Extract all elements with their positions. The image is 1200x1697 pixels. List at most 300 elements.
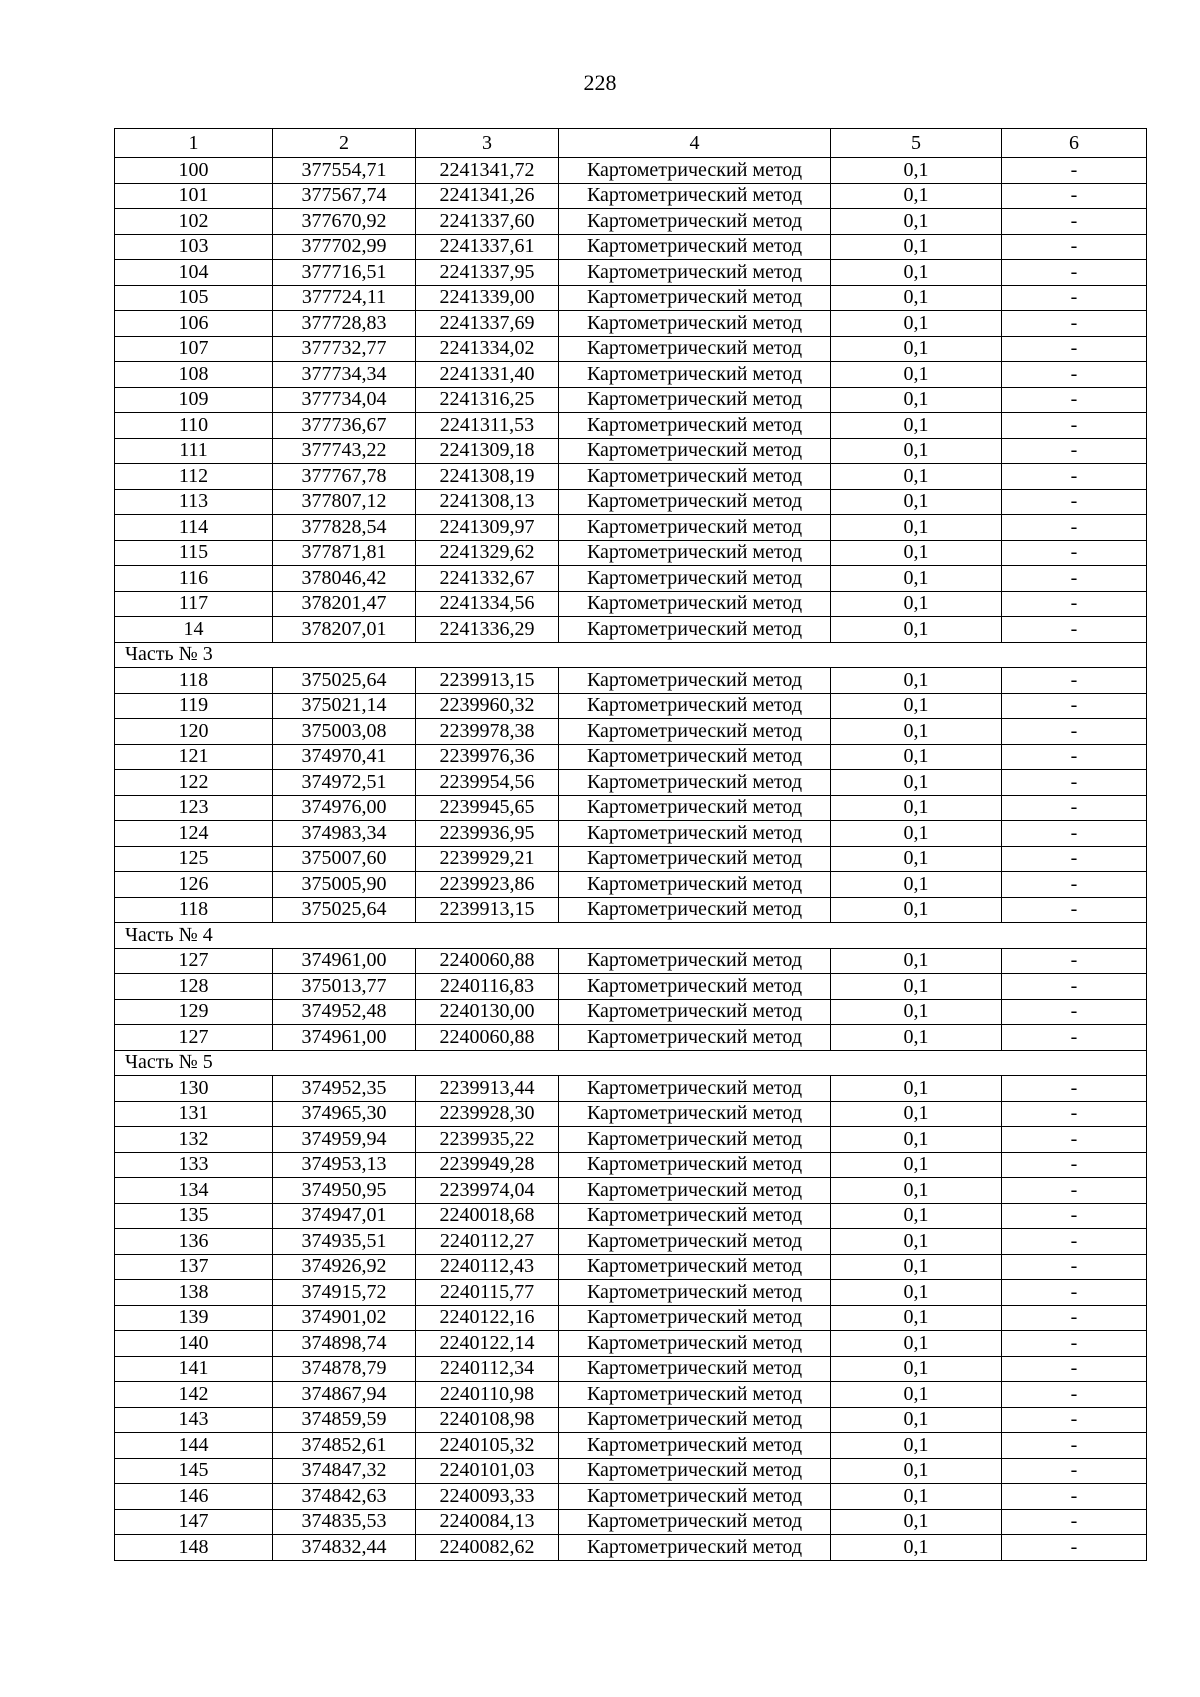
cell-method: Картометрический метод [559,1178,831,1204]
cell-method: Картометрический метод [559,948,831,974]
cell-note: - [1002,1229,1147,1255]
table-row [115,1254,1147,1280]
cell-coordinate-x: 374972,51 [273,770,416,796]
cell-coordinate-y: 2239960,32 [416,693,559,719]
cell-note: - [1002,1203,1147,1229]
cell-point-number: 123 [115,795,273,821]
cell-coordinate-x: 377724,11 [273,285,416,311]
table-row [115,1382,1147,1408]
cell-accuracy: 0,1 [831,387,1002,413]
cell-coordinate-y: 2240112,43 [416,1254,559,1280]
cell-coordinate-y: 2240060,88 [416,1025,559,1051]
cell-coordinate-x: 377743,22 [273,438,416,464]
cell-point-number: 107 [115,336,273,362]
cell-note: - [1002,872,1147,898]
table-row [115,260,1147,286]
table-row [115,846,1147,872]
cell-point-number: 132 [115,1127,273,1153]
table-row [115,948,1147,974]
column-header-3: 3 [416,129,559,158]
cell-point-number: 141 [115,1356,273,1382]
cell-point-number: 134 [115,1178,273,1204]
cell-method: Картометрический метод [559,362,831,388]
cell-accuracy: 0,1 [831,413,1002,439]
cell-coordinate-x: 374867,94 [273,1382,416,1408]
cell-accuracy: 0,1 [831,234,1002,260]
cell-coordinate-x: 374953,13 [273,1152,416,1178]
cell-note: - [1002,999,1147,1025]
cell-coordinate-y: 2239954,56 [416,770,559,796]
cell-coordinate-x: 374952,48 [273,999,416,1025]
cell-coordinate-y: 2241309,97 [416,515,559,541]
table-row [115,591,1147,617]
cell-coordinate-y: 2239974,04 [416,1178,559,1204]
cell-method: Картометрический метод [559,413,831,439]
table-row [115,719,1147,745]
cell-coordinate-y: 2241336,29 [416,617,559,643]
cell-accuracy: 0,1 [831,336,1002,362]
table-row [115,1305,1147,1331]
cell-method: Картометрический метод [559,1152,831,1178]
cell-coordinate-x: 375013,77 [273,974,416,1000]
cell-coordinate-x: 377828,54 [273,515,416,541]
cell-coordinate-x: 374878,79 [273,1356,416,1382]
cell-coordinate-y: 2239928,30 [416,1101,559,1127]
table-row [115,1509,1147,1535]
cell-coordinate-x: 377732,77 [273,336,416,362]
cell-accuracy: 0,1 [831,1331,1002,1357]
cell-point-number: 144 [115,1433,273,1459]
cell-note: - [1002,617,1147,643]
cell-accuracy: 0,1 [831,719,1002,745]
cell-method: Картометрический метод [559,540,831,566]
table-row [115,387,1147,413]
cell-accuracy: 0,1 [831,1254,1002,1280]
table-row [115,1178,1147,1204]
cell-coordinate-y: 2239936,95 [416,821,559,847]
cell-coordinate-x: 374961,00 [273,1025,416,1051]
cell-accuracy: 0,1 [831,1280,1002,1306]
cell-note: - [1002,158,1147,184]
cell-method: Картометрический метод [559,591,831,617]
table-row [115,1535,1147,1561]
cell-coordinate-y: 2240112,27 [416,1229,559,1255]
cell-accuracy: 0,1 [831,617,1002,643]
cell-accuracy: 0,1 [831,1509,1002,1535]
cell-method: Картометрический метод [559,999,831,1025]
cell-method: Картометрический метод [559,1407,831,1433]
cell-note: - [1002,821,1147,847]
cell-point-number: 125 [115,846,273,872]
page-number: 228 [583,70,617,95]
cell-coordinate-y: 2240018,68 [416,1203,559,1229]
cell-note: - [1002,285,1147,311]
table-row [115,540,1147,566]
section-title: Часть № 3 [115,642,1147,668]
cell-method: Картометрический метод [559,1382,831,1408]
cell-note: - [1002,1458,1147,1484]
cell-method: Картометрический метод [559,489,831,515]
cell-coordinate-y: 2240108,98 [416,1407,559,1433]
cell-point-number: 127 [115,1025,273,1051]
table-row [115,1484,1147,1510]
cell-note: - [1002,1356,1147,1382]
cell-accuracy: 0,1 [831,948,1002,974]
cell-coordinate-x: 375003,08 [273,719,416,745]
cell-note: - [1002,1254,1147,1280]
cell-coordinate-y: 2241309,18 [416,438,559,464]
cell-note: - [1002,591,1147,617]
cell-accuracy: 0,1 [831,1178,1002,1204]
cell-note: - [1002,336,1147,362]
table-row [115,795,1147,821]
cell-coordinate-x: 374852,61 [273,1433,416,1459]
cell-accuracy: 0,1 [831,209,1002,235]
table-row [115,566,1147,592]
table-row [115,234,1147,260]
cell-point-number: 126 [115,872,273,898]
cell-point-number: 121 [115,744,273,770]
cell-point-number: 100 [115,158,273,184]
cell-note: - [1002,1101,1147,1127]
cell-point-number: 148 [115,1535,273,1561]
cell-coordinate-y: 2240084,13 [416,1509,559,1535]
cell-point-number: 113 [115,489,273,515]
cell-note: - [1002,489,1147,515]
cell-accuracy: 0,1 [831,1535,1002,1561]
cell-note: - [1002,311,1147,337]
cell-coordinate-x: 374959,94 [273,1127,416,1153]
table-row [115,1229,1147,1255]
cell-method: Картометрический метод [559,1509,831,1535]
cell-point-number: 137 [115,1254,273,1280]
cell-accuracy: 0,1 [831,1229,1002,1255]
cell-accuracy: 0,1 [831,489,1002,515]
cell-coordinate-y: 2241337,69 [416,311,559,337]
cell-coordinate-x: 374901,02 [273,1305,416,1331]
cell-method: Картометрический метод [559,1101,831,1127]
cell-coordinate-y: 2239913,44 [416,1076,559,1102]
cell-note: - [1002,668,1147,694]
cell-method: Картометрический метод [559,464,831,490]
cell-method: Картометрический метод [559,1331,831,1357]
cell-point-number: 105 [115,285,273,311]
cell-note: - [1002,183,1147,209]
cell-note: - [1002,387,1147,413]
cell-method: Картометрический метод [559,1127,831,1153]
cell-point-number: 101 [115,183,273,209]
cell-note: - [1002,897,1147,923]
cell-note: - [1002,1305,1147,1331]
cell-coordinate-y: 2239945,65 [416,795,559,821]
table-row [115,413,1147,439]
cell-note: - [1002,744,1147,770]
cell-coordinate-y: 2240101,03 [416,1458,559,1484]
cell-method: Картометрический метод [559,1203,831,1229]
cell-method: Картометрический метод [559,770,831,796]
cell-note: - [1002,1382,1147,1408]
cell-method: Картометрический метод [559,158,831,184]
cell-coordinate-y: 2241337,95 [416,260,559,286]
cell-coordinate-x: 377734,04 [273,387,416,413]
cell-point-number: 139 [115,1305,273,1331]
cell-accuracy: 0,1 [831,158,1002,184]
table-row [115,336,1147,362]
column-header-4: 4 [559,129,831,158]
cell-coordinate-x: 375005,90 [273,872,416,898]
cell-method: Картометрический метод [559,897,831,923]
cell-coordinate-x: 377736,67 [273,413,416,439]
cell-note: - [1002,974,1147,1000]
cell-point-number: 112 [115,464,273,490]
cell-coordinate-y: 2241308,13 [416,489,559,515]
table-row [115,1152,1147,1178]
cell-accuracy: 0,1 [831,566,1002,592]
cell-note: - [1002,1509,1147,1535]
table-row [115,158,1147,184]
cell-note: - [1002,464,1147,490]
cell-coordinate-x: 377734,34 [273,362,416,388]
cell-method: Картометрический метод [559,1535,831,1561]
cell-accuracy: 0,1 [831,668,1002,694]
table-row [115,999,1147,1025]
cell-method: Картометрический метод [559,387,831,413]
cell-coordinate-y: 2239913,15 [416,897,559,923]
cell-coordinate-y: 2241341,26 [416,183,559,209]
cell-accuracy: 0,1 [831,1484,1002,1510]
table-row [115,744,1147,770]
table-row [115,693,1147,719]
cell-coordinate-y: 2241337,60 [416,209,559,235]
cell-coordinate-x: 375007,60 [273,846,416,872]
cell-coordinate-y: 2239978,38 [416,719,559,745]
cell-point-number: 142 [115,1382,273,1408]
cell-method: Картометрический метод [559,744,831,770]
cell-coordinate-y: 2240082,62 [416,1535,559,1561]
cell-coordinate-y: 2240093,33 [416,1484,559,1510]
cell-coordinate-x: 374961,00 [273,948,416,974]
cell-method: Картометрический метод [559,1484,831,1510]
cell-method: Картометрический метод [559,438,831,464]
cell-point-number: 145 [115,1458,273,1484]
cell-note: - [1002,770,1147,796]
cell-point-number: 127 [115,948,273,974]
cell-coordinate-y: 2241332,67 [416,566,559,592]
cell-accuracy: 0,1 [831,1305,1002,1331]
cell-note: - [1002,948,1147,974]
cell-method: Картометрический метод [559,617,831,643]
cell-coordinate-x: 377728,83 [273,311,416,337]
cell-note: - [1002,540,1147,566]
cell-method: Картометрический метод [559,974,831,1000]
cell-accuracy: 0,1 [831,591,1002,617]
cell-point-number: 110 [115,413,273,439]
cell-point-number: 135 [115,1203,273,1229]
cell-accuracy: 0,1 [831,540,1002,566]
cell-note: - [1002,413,1147,439]
table-row [115,1076,1147,1102]
cell-coordinate-x: 374926,92 [273,1254,416,1280]
table-row [115,1458,1147,1484]
table-row [115,1280,1147,1306]
cell-coordinate-x: 377702,99 [273,234,416,260]
cell-accuracy: 0,1 [831,1407,1002,1433]
cell-coordinate-y: 2241316,25 [416,387,559,413]
cell-note: - [1002,209,1147,235]
table-row [115,821,1147,847]
table-row [115,362,1147,388]
cell-note: - [1002,1280,1147,1306]
cell-method: Картометрический метод [559,311,831,337]
table-row [115,872,1147,898]
coordinates-table [114,128,1147,1561]
cell-coordinate-x: 374915,72 [273,1280,416,1306]
section-title: Часть № 5 [115,1050,1147,1076]
cell-accuracy: 0,1 [831,1458,1002,1484]
cell-method: Картометрический метод [559,183,831,209]
cell-accuracy: 0,1 [831,1433,1002,1459]
cell-accuracy: 0,1 [831,311,1002,337]
cell-point-number: 120 [115,719,273,745]
cell-point-number: 146 [115,1484,273,1510]
cell-coordinate-x: 374835,53 [273,1509,416,1535]
header-row [115,129,1147,158]
cell-point-number: 116 [115,566,273,592]
section-row [115,923,1147,949]
cell-method: Картометрический метод [559,846,831,872]
cell-method: Картометрический метод [559,1433,831,1459]
cell-coordinate-x: 377554,71 [273,158,416,184]
cell-note: - [1002,1331,1147,1357]
cell-point-number: 147 [115,1509,273,1535]
cell-point-number: 143 [115,1407,273,1433]
table-row [115,974,1147,1000]
cell-coordinate-y: 2240115,77 [416,1280,559,1306]
table-row [115,311,1147,337]
cell-point-number: 133 [115,1152,273,1178]
cell-point-number: 102 [115,209,273,235]
cell-coordinate-x: 375025,64 [273,897,416,923]
cell-coordinate-x: 374847,32 [273,1458,416,1484]
cell-point-number: 115 [115,540,273,566]
cell-coordinate-x: 377807,12 [273,489,416,515]
cell-point-number: 108 [115,362,273,388]
cell-method: Картометрический метод [559,515,831,541]
cell-accuracy: 0,1 [831,693,1002,719]
cell-coordinate-x: 377567,74 [273,183,416,209]
cell-note: - [1002,1178,1147,1204]
table-row [115,1203,1147,1229]
cell-method: Картометрический метод [559,260,831,286]
cell-coordinate-y: 2239913,15 [416,668,559,694]
cell-note: - [1002,795,1147,821]
cell-coordinate-y: 2239923,86 [416,872,559,898]
table-row [115,1331,1147,1357]
cell-coordinate-x: 375021,14 [273,693,416,719]
cell-coordinate-x: 374950,95 [273,1178,416,1204]
cell-point-number: 109 [115,387,273,413]
cell-method: Картометрический метод [559,795,831,821]
cell-accuracy: 0,1 [831,464,1002,490]
cell-coordinate-y: 2241334,02 [416,336,559,362]
cell-coordinate-y: 2241339,00 [416,285,559,311]
cell-coordinate-x: 374970,41 [273,744,416,770]
section-row [115,642,1147,668]
cell-point-number: 119 [115,693,273,719]
cell-coordinate-y: 2239929,21 [416,846,559,872]
cell-coordinate-x: 378046,42 [273,566,416,592]
cell-accuracy: 0,1 [831,183,1002,209]
cell-coordinate-y: 2240122,16 [416,1305,559,1331]
cell-point-number: 103 [115,234,273,260]
cell-accuracy: 0,1 [831,1356,1002,1382]
cell-note: - [1002,438,1147,464]
cell-accuracy: 0,1 [831,897,1002,923]
cell-coordinate-x: 377767,78 [273,464,416,490]
cell-coordinate-x: 375025,64 [273,668,416,694]
cell-point-number: 138 [115,1280,273,1306]
cell-accuracy: 0,1 [831,974,1002,1000]
table-row [115,1127,1147,1153]
cell-note: - [1002,1025,1147,1051]
table-row [115,489,1147,515]
cell-coordinate-x: 374842,63 [273,1484,416,1510]
cell-coordinate-y: 2240105,32 [416,1433,559,1459]
cell-method: Картометрический метод [559,668,831,694]
cell-point-number: 14 [115,617,273,643]
table-row [115,1101,1147,1127]
cell-point-number: 104 [115,260,273,286]
cell-note: - [1002,1127,1147,1153]
table-row [115,617,1147,643]
cell-note: - [1002,234,1147,260]
cell-method: Картометрический метод [559,209,831,235]
cell-coordinate-x: 374952,35 [273,1076,416,1102]
cell-note: - [1002,1535,1147,1561]
cell-note: - [1002,1433,1147,1459]
cell-point-number: 114 [115,515,273,541]
cell-coordinate-x: 374976,00 [273,795,416,821]
cell-coordinate-x: 377871,81 [273,540,416,566]
table-row [115,438,1147,464]
cell-accuracy: 0,1 [831,872,1002,898]
cell-method: Картометрический метод [559,719,831,745]
cell-coordinate-y: 2241337,61 [416,234,559,260]
cell-method: Картометрический метод [559,1229,831,1255]
table-row [115,770,1147,796]
cell-coordinate-x: 374832,44 [273,1535,416,1561]
cell-note: - [1002,1076,1147,1102]
cell-coordinate-x: 378207,01 [273,617,416,643]
table-row [115,668,1147,694]
cell-accuracy: 0,1 [831,1203,1002,1229]
cell-coordinate-x: 374898,74 [273,1331,416,1357]
table-row [115,1407,1147,1433]
table-row [115,183,1147,209]
cell-coordinate-x: 374965,30 [273,1101,416,1127]
table-row [115,897,1147,923]
cell-coordinate-y: 2240116,83 [416,974,559,1000]
cell-coordinate-y: 2239976,36 [416,744,559,770]
cell-accuracy: 0,1 [831,795,1002,821]
cell-coordinate-y: 2241308,19 [416,464,559,490]
cell-coordinate-y: 2241334,56 [416,591,559,617]
cell-coordinate-x: 377716,51 [273,260,416,286]
cell-accuracy: 0,1 [831,1076,1002,1102]
cell-accuracy: 0,1 [831,1152,1002,1178]
cell-accuracy: 0,1 [831,515,1002,541]
cell-coordinate-x: 374935,51 [273,1229,416,1255]
